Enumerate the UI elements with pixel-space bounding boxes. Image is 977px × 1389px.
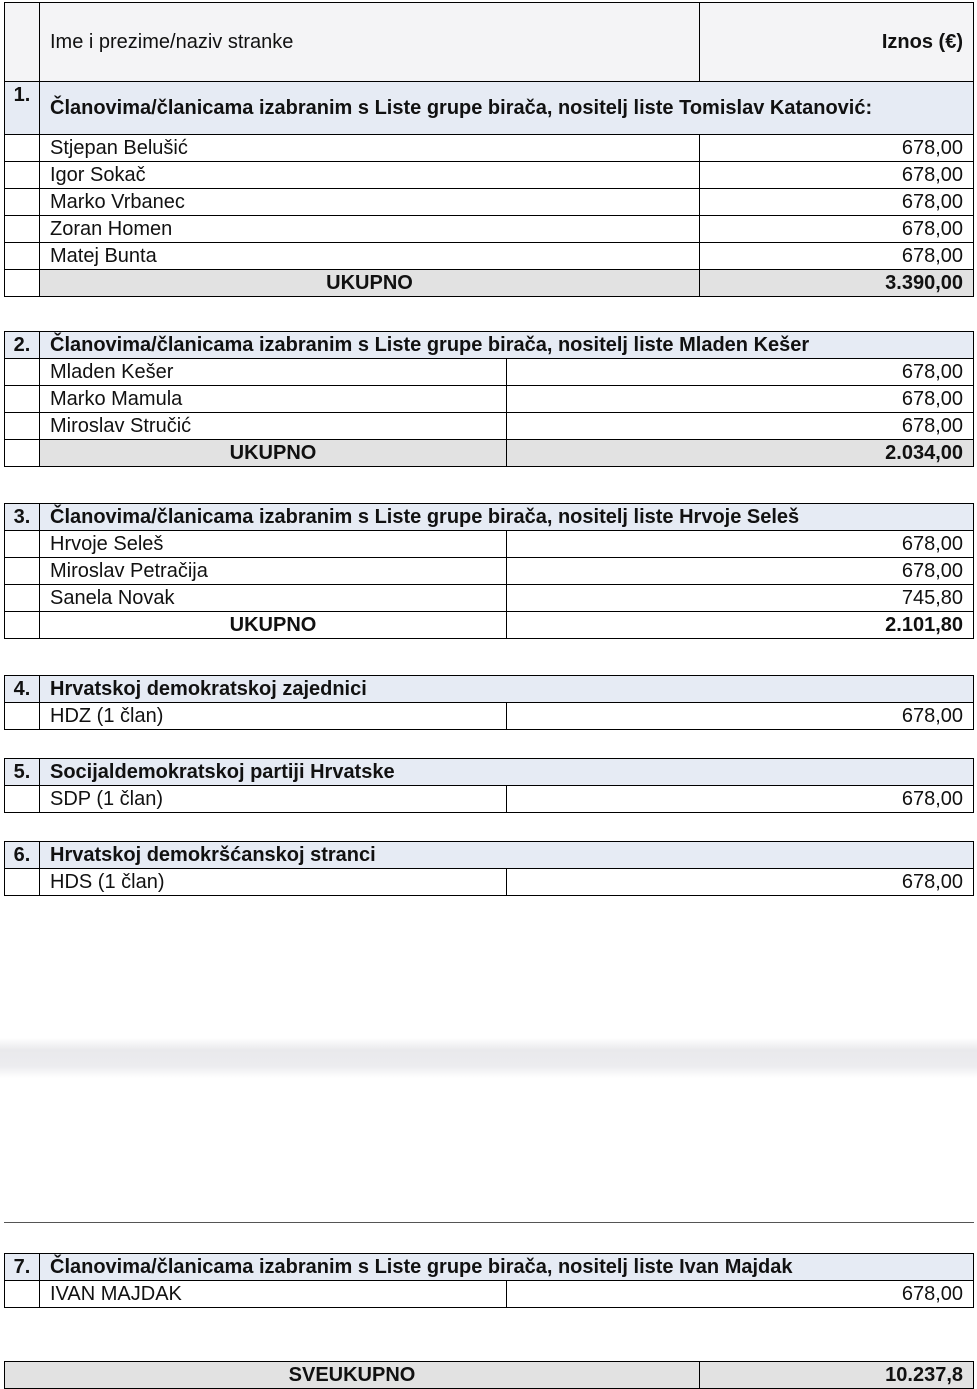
member-name: Mladen Kešer: [40, 359, 507, 386]
member-name: Miroslav Stručić: [40, 413, 507, 440]
table-row: [5, 703, 974, 730]
section-title-row: [5, 842, 974, 869]
member-name: Zoran Homen: [40, 216, 700, 243]
section-title-row: [5, 332, 974, 359]
grand-total-table: [4, 1361, 974, 1389]
total-value: 2.101,80: [507, 612, 974, 639]
table-row: [5, 243, 974, 270]
member-name: IVAN MAJDAK: [40, 1281, 507, 1308]
section-title: Članovima/članicama izabranim s Liste grupe birača, nositelj liste Hrvoje Seleš: [40, 504, 974, 531]
grand-total-label: SVEUKUPNO: [5, 1362, 700, 1389]
section-title-row: [5, 1254, 974, 1281]
section-number: 1.: [5, 82, 40, 135]
section-6-table: [4, 841, 974, 896]
section-title-row: [5, 504, 974, 531]
total-value: 2.034,00: [507, 440, 974, 467]
section-number: 4.: [5, 676, 40, 703]
section-number: 2.: [5, 332, 40, 359]
member-amount: 678,00: [507, 786, 974, 813]
member-amount: 678,00: [507, 869, 974, 896]
member-amount: 678,00: [507, 359, 974, 386]
section-4-table: [4, 675, 974, 730]
section-number: 6.: [5, 842, 40, 869]
member-name: Matej Bunta: [40, 243, 700, 270]
section-1-table: [4, 2, 974, 297]
section-title: Članovima/članicama izabranim s Liste grupe birača, nositelj liste Mladen Kešer: [40, 332, 974, 359]
header-num-cell: [5, 3, 40, 82]
table-row: [5, 1281, 974, 1308]
member-name: Sanela Novak: [40, 585, 507, 612]
grand-total-row: [5, 1362, 974, 1389]
table-row: [5, 135, 974, 162]
total-value: 3.390,00: [700, 270, 974, 297]
table-row: [5, 189, 974, 216]
table-row: [5, 869, 974, 896]
total-label: UKUPNO: [40, 440, 507, 467]
member-amount: 678,00: [507, 531, 974, 558]
section-title: Socijaldemokratskoj partiji Hrvatske: [40, 759, 974, 786]
section-title-row: [5, 759, 974, 786]
table-row: [5, 531, 974, 558]
member-name: Igor Sokač: [40, 162, 700, 189]
section-number: 7.: [5, 1254, 40, 1281]
section-3-table: [4, 503, 974, 639]
member-amount: 678,00: [700, 162, 974, 189]
section-title: Članovima/članicama izabranim s Liste grupe birača, nositelj liste Ivan Majdak: [40, 1254, 974, 1281]
horizontal-rule: [4, 1222, 974, 1223]
member-name: HDZ (1 član): [40, 703, 507, 730]
member-amount: 678,00: [700, 216, 974, 243]
member-amount: 678,00: [507, 386, 974, 413]
member-amount: 678,00: [507, 1281, 974, 1308]
table-row: [5, 786, 974, 813]
total-label: UKUPNO: [40, 270, 700, 297]
table-row: [5, 359, 974, 386]
member-amount: 678,00: [507, 703, 974, 730]
section-title: Hrvatskoj demokratskoj zajednici: [40, 676, 974, 703]
table-header-row: [5, 3, 974, 82]
section-number: 5.: [5, 759, 40, 786]
member-amount: 745,80: [507, 585, 974, 612]
section-2-table: [4, 331, 974, 467]
member-amount: 678,00: [507, 558, 974, 585]
member-name: Marko Vrbanec: [40, 189, 700, 216]
member-name: Miroslav Petračija: [40, 558, 507, 585]
table-row: [5, 386, 974, 413]
member-name: Marko Mamula: [40, 386, 507, 413]
member-name: SDP (1 član): [40, 786, 507, 813]
table-row: [5, 216, 974, 243]
section-title: Članovima/članicama izabranim s Liste grupe birača, nositelj liste Tomislav Katanović:: [40, 82, 974, 135]
member-amount: 678,00: [700, 189, 974, 216]
member-amount: 678,00: [507, 413, 974, 440]
table-row: [5, 413, 974, 440]
section-number: 3.: [5, 504, 40, 531]
member-amount: 678,00: [700, 135, 974, 162]
total-row: [5, 440, 974, 467]
member-name: HDS (1 član): [40, 869, 507, 896]
total-label: UKUPNO: [40, 612, 507, 639]
table-row: [5, 558, 974, 585]
total-row: [5, 270, 974, 297]
grand-total-value: 10.237,8: [700, 1362, 974, 1389]
page-break-gap: [0, 1038, 977, 1078]
section-title-row: [5, 676, 974, 703]
member-name: Stjepan Belušić: [40, 135, 700, 162]
table-row: [5, 585, 974, 612]
header-name-cell: Ime i prezime/naziv stranke: [40, 3, 700, 82]
table-row: [5, 162, 974, 189]
member-amount: 678,00: [700, 243, 974, 270]
header-amount-cell: Iznos (€): [700, 3, 974, 82]
section-5-table: [4, 758, 974, 813]
section-7-table: [4, 1253, 974, 1308]
member-name: Hrvoje Seleš: [40, 531, 507, 558]
section-title-row: [5, 82, 974, 135]
section-title: Hrvatskoj demokršćanskoj stranci: [40, 842, 974, 869]
total-row: [5, 612, 974, 639]
